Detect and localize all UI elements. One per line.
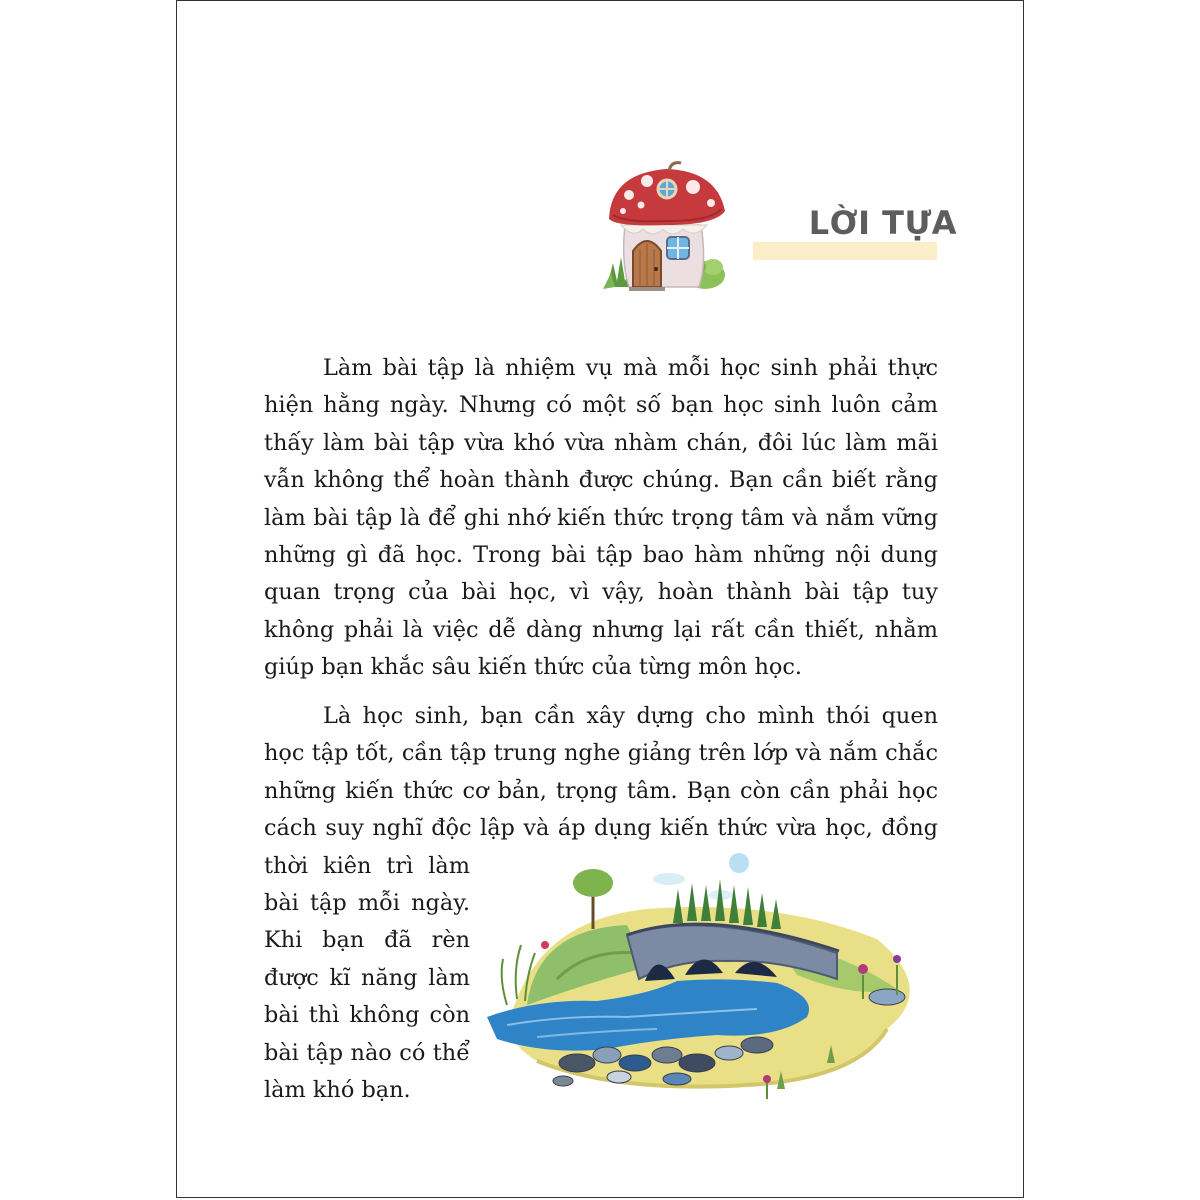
page-title: LỜI TỰA: [808, 204, 957, 242]
bridge-river-illustration: [477, 849, 947, 1111]
mushroom-house-illustration: [603, 159, 727, 295]
book-page: [176, 0, 1024, 1198]
preface-header: [177, 1, 1023, 301]
preface-paragraph-1: Làm bài tập là nhiệm vụ mà mỗi học sinh phải thực hiện hằng ngày. Nhưng có một số bạn học sinh luôn cảm thấy làm bài tập vừa khó vừa nhàm chán, đôi lúc làm mãi vẫn không thể hoàn thành được chúng. Bạn cần biết rằng làm bài tập là để ghi nhớ kiến thức trọng tâm và nắm vững những gì đã học. Trong bài tập bao hàm những nội dung quan trọng của bài học, vì vậy, hoàn thành bài tập tuy không phải là việc dễ dàng nhưng lại rất cần thiết, nhằm giúp bạn khắc sâu kiến thức của từng môn học.: [264, 355, 938, 681]
preface-paragraph-2-wide: Là học sinh, bạn cần xây dựng cho mình thói quen học tập tốt, cần tập trung nghe giảng trên lớp và nắm chắc những kiến thức cơ bản, trọng tâm. Bạn còn cần phải học cách suy nghĩ độc lập và áp dụng kiến thức vừa học, đồng: [264, 703, 938, 842]
preface-paragraph-2-narrow: thời kiên trì làm bài tập mỗi ngày. Khi bạn đã rèn được kĩ năng làm bài thì không còn bài tập nào có thể làm khó bạn.: [264, 852, 470, 1104]
